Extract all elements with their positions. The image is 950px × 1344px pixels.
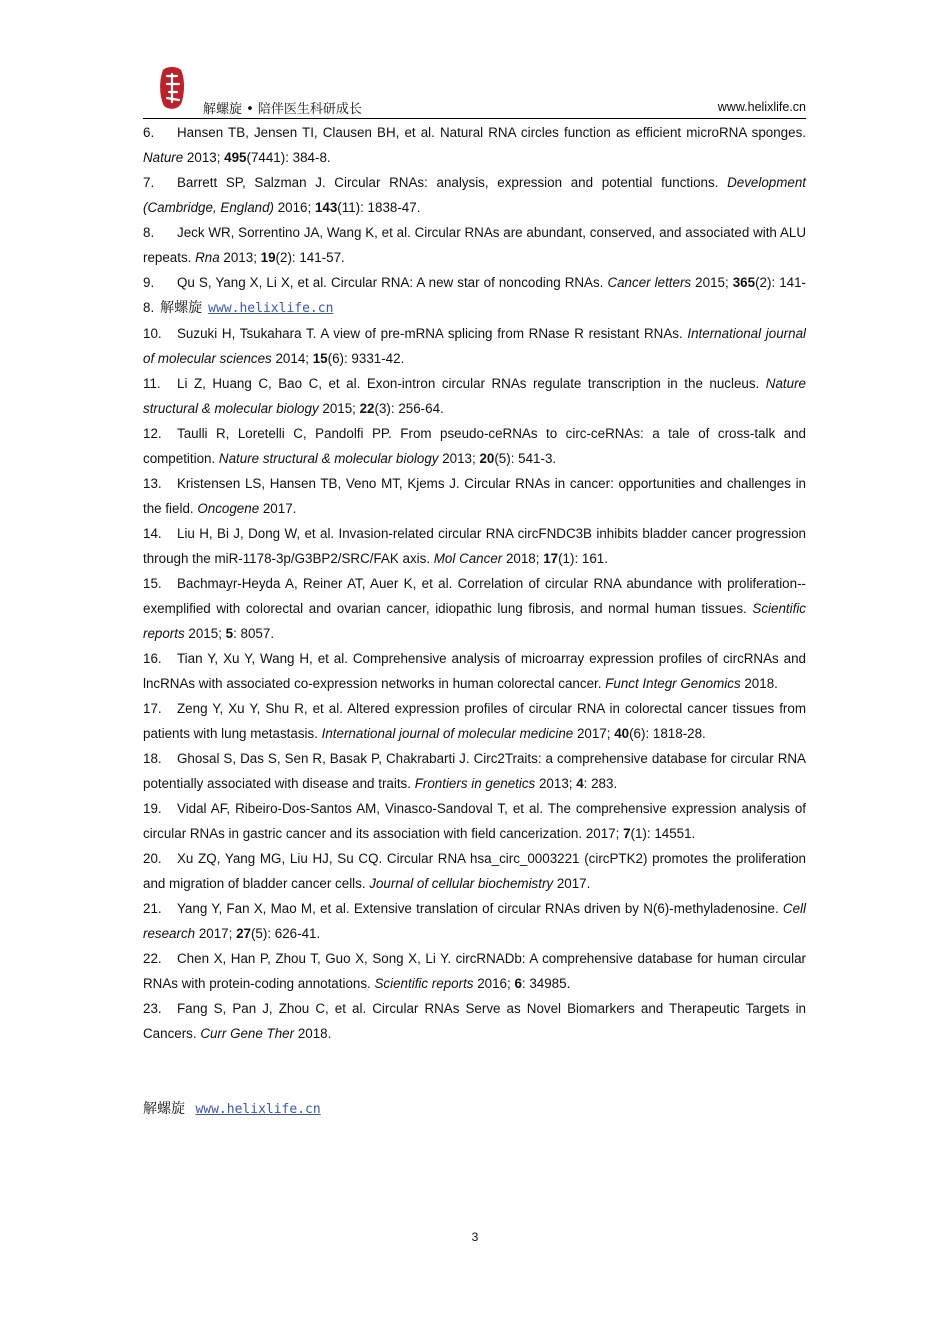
reference-year: 2016; — [274, 200, 315, 215]
reference-year: 2017. — [259, 501, 297, 516]
reference-volume: 6 — [514, 976, 522, 991]
footer-watermark-text: 解螺旋 — [143, 1101, 185, 1117]
reference-authors-title: Zeng Y, Xu Y, Shu R, et al. Altered expression profiles of circular RNA in colorectal cancer tissues from patients with lung metastasis. — [143, 701, 806, 741]
reference-number: 13. — [143, 476, 162, 491]
reference-year: 2013; — [219, 250, 261, 265]
reference-authors-title: Ghosal S, Das S, Sen R, Basak P, Chakrabarti J. Circ2Traits: a comprehensive database for circular RNA potentially associated with disease and traits. — [143, 751, 806, 791]
header-divider — [143, 118, 806, 119]
reference-authors-title: Fang S, Pan J, Zhou C, et al. Circular RNAs Serve as Novel Biomarkers and Therapeutic Targets in Cancers. — [143, 1001, 806, 1041]
reference-year: 2017; — [573, 726, 615, 741]
reference-journal: Nature structural & molecular biology — [218, 451, 439, 466]
reference-authors-title: Bachmayr-Heyda A, Reiner AT, Auer K, et al. Correlation of circular RNA abundance with proliferation--exemplified with colorectal and ovarian cancer, idiopathic lung fibrosis, and normal human tissues. — [143, 576, 806, 616]
reference-journal: Nature structural & molecular biology — [143, 376, 806, 416]
reference-volume: 495 — [224, 150, 247, 165]
reference-pages: (1): 161. — [558, 551, 608, 566]
reference-journal: Scientific reports — [374, 976, 474, 991]
reference-year: 2013; — [535, 776, 577, 791]
reference-authors-title: Vidal AF, Ribeiro-Dos-Santos AM, Vinasco-Sandoval T, et al. The comprehensive expression analysis of circular RNAs in gastric cancer and its association with field cancerization. 2017; — [143, 801, 806, 841]
reference-number: 22. — [143, 951, 162, 966]
reference-volume: 7 — [623, 826, 631, 841]
reference-authors-title: Jeck WR, Sorrentino JA, Wang K, et al. Circular RNAs are abundant, conserved, and associated with ALU repeats. — [143, 225, 806, 265]
reference-volume: 365 — [732, 275, 756, 290]
reference-year: 2013; — [438, 451, 480, 466]
reference-volume: 22 — [359, 401, 375, 416]
reference-number: 7. — [143, 175, 155, 190]
header-title: 解螺旋 • 陪伴医生科研成长 — [203, 102, 362, 117]
reference-item — [143, 646, 806, 696]
footer-watermark — [143, 1098, 321, 1118]
reference-year: 2015; — [691, 275, 733, 290]
reference-authors-title: Taulli R, Loretelli C, Pandolfi PP. From pseudo-ceRNAs to circ-ceRNAs: a tale of cross-talk and competition. — [143, 426, 806, 466]
reference-pages: (2): 141-57. — [275, 250, 345, 265]
reference-number: 12. — [143, 426, 162, 441]
reference-item — [143, 120, 806, 170]
reference-volume: 143 — [314, 200, 338, 215]
reference-item — [143, 746, 806, 796]
reference-volume: 17 — [543, 551, 559, 566]
reference-volume: 27 — [236, 926, 251, 941]
reference-authors-title: Hansen TB, Jensen TI, Clausen BH, et al. Natural RNA circles function as efficient microRNA sponges. — [177, 125, 806, 140]
reference-pages: (2): 141-8. — [143, 275, 807, 315]
reference-item — [143, 846, 806, 896]
reference-item — [143, 946, 806, 996]
inline-watermark-text: 解螺旋 — [160, 300, 203, 316]
reference-item — [143, 421, 806, 471]
reference-pages: : 8057. — [233, 626, 275, 641]
reference-year: 2018. — [294, 1026, 332, 1041]
reference-number: 18. — [143, 751, 162, 766]
reference-volume: 19 — [260, 250, 276, 265]
reference-pages: : 283. — [583, 776, 618, 791]
reference-item — [143, 696, 806, 746]
reference-authors-title: Kristensen LS, Hansen TB, Veno MT, Kjems J. Circular RNAs in cancer: opportunities and challenges in the field. — [143, 476, 806, 516]
reference-journal: Curr Gene Ther — [200, 1026, 295, 1041]
reference-authors-title: Liu H, Bi J, Dong W, et al. Invasion-related circular RNA circFNDC3B inhibits bladder cancer progression through the miR-1178-3p/G3BP2/SRC/FAK axis. — [143, 526, 806, 566]
reference-journal: International journal of molecular sciences — [143, 326, 806, 366]
reference-pages: (1): 14551. — [630, 826, 696, 841]
reference-number: 10. — [143, 326, 162, 341]
reference-journal: Oncogene — [197, 501, 260, 516]
reference-journal: Nature — [143, 150, 184, 165]
reference-year: 2018; — [502, 551, 544, 566]
page-number: 3 — [471, 1230, 479, 1244]
reference-pages: (5): 626-41. — [250, 926, 321, 941]
reference-pages: (3): 256-64. — [374, 401, 444, 416]
reference-year: 2017; — [195, 926, 237, 941]
reference-pages: : 34985. — [521, 976, 571, 991]
reference-year: 2016; — [473, 976, 515, 991]
reference-authors-title: Qu S, Yang X, Li X, et al. Circular RNA: A new star of noncoding RNAs. — [177, 275, 608, 290]
reference-authors-title: Li Z, Huang C, Bao C, et al. Exon-intron circular RNAs regulate transcription in the nucleus. — [177, 376, 766, 391]
reference-number: 21. — [143, 901, 162, 916]
reference-item — [143, 220, 806, 270]
reference-number: 16. — [143, 651, 162, 666]
reference-journal: Cancer letters — [607, 275, 692, 290]
reference-journal: Scientific reports — [143, 601, 806, 641]
reference-journal: Rna — [195, 250, 220, 265]
reference-authors-title: Chen X, Han P, Zhou T, Guo X, Song X, Li Y. circRNADb: A comprehensive database for human circular RNAs with protein-coding annotations. — [143, 951, 806, 991]
reference-authors-title: Barrett SP, Salzman J. Circular RNAs: analysis, expression and potential functions. — [177, 175, 728, 190]
header-url: www.helixlife.cn — [717, 100, 806, 114]
reference-item — [143, 521, 806, 571]
reference-number: 6. — [143, 125, 155, 140]
reference-item — [143, 321, 806, 371]
inline-watermark-link[interactable]: www.helixlife.cn — [208, 301, 334, 316]
reference-item — [143, 471, 806, 521]
reference-authors-title: Yang Y, Fan X, Mao M, et al. Extensive translation of circular RNAs driven by N(6)-methyladenosine. — [177, 901, 783, 916]
helixlife-logo-icon — [157, 66, 187, 110]
reference-authors-title: Xu ZQ, Yang MG, Liu HJ, Su CQ. Circular RNA hsa_circ_0003221 (circPTK2) promotes the proliferation and migration of bladder cancer cells. — [143, 851, 806, 891]
reference-number: 19. — [143, 801, 162, 816]
reference-pages: (5): 541-3. — [494, 451, 557, 466]
reference-number: 17. — [143, 701, 162, 716]
reference-authors-title: Tian Y, Xu Y, Wang H, et al. Comprehensive analysis of microarray expression profiles of circRNAs and lncRNAs with associated co-expression networks in human colorectal cancer. — [143, 651, 806, 691]
reference-volume: 5 — [225, 626, 234, 641]
reference-number: 20. — [143, 851, 162, 866]
reference-journal: Journal of cellular biochemistry — [369, 876, 554, 891]
reference-pages: (11): 1838-47. — [337, 200, 421, 215]
footer-watermark-link[interactable]: www.helixlife.cn — [195, 1102, 321, 1117]
inline-watermark — [154, 300, 333, 316]
reference-item — [143, 796, 806, 846]
reference-pages: (6): 9331-42. — [327, 351, 405, 366]
reference-year: 2017. — [553, 876, 591, 891]
reference-item — [143, 170, 806, 220]
reference-volume: 4 — [576, 776, 584, 791]
reference-year: 2018. — [740, 676, 778, 691]
reference-item — [143, 371, 806, 421]
reference-year: 2014; — [271, 351, 313, 366]
reference-volume: 20 — [479, 451, 495, 466]
reference-number: 9. — [143, 275, 155, 290]
reference-authors-title: Suzuki H, Tsukahara T. A view of pre-mRNA splicing from RNase R resistant RNAs. — [177, 326, 688, 341]
page-header — [143, 64, 806, 118]
reference-year: 2015; — [318, 401, 360, 416]
reference-year: 2013; — [183, 150, 225, 165]
reference-number: 14. — [143, 526, 162, 541]
reference-year: 2015; — [184, 626, 226, 641]
reference-journal: Cell research — [143, 901, 806, 941]
reference-number: 23. — [143, 1001, 162, 1016]
reference-number: 8. — [143, 225, 155, 240]
reference-pages: (7441): 384-8. — [246, 150, 331, 165]
reference-journal: Funct Integr Genomics — [605, 676, 741, 691]
reference-journal: Mol Cancer — [433, 551, 503, 566]
reference-item — [143, 270, 806, 321]
reference-item — [143, 571, 806, 646]
reference-pages: (6): 1818-28. — [629, 726, 706, 741]
reference-number: 15. — [143, 576, 162, 591]
reference-journal: Frontiers in genetics — [414, 776, 536, 791]
reference-journal: Development (Cambridge, England) — [143, 175, 806, 215]
reference-journal: International journal of molecular medicine — [321, 726, 574, 741]
reference-item — [143, 996, 806, 1046]
reference-number: 11. — [143, 376, 161, 391]
reference-list — [143, 120, 806, 1046]
reference-volume: 40 — [614, 726, 630, 741]
reference-volume: 15 — [312, 351, 328, 366]
reference-item — [143, 896, 806, 946]
